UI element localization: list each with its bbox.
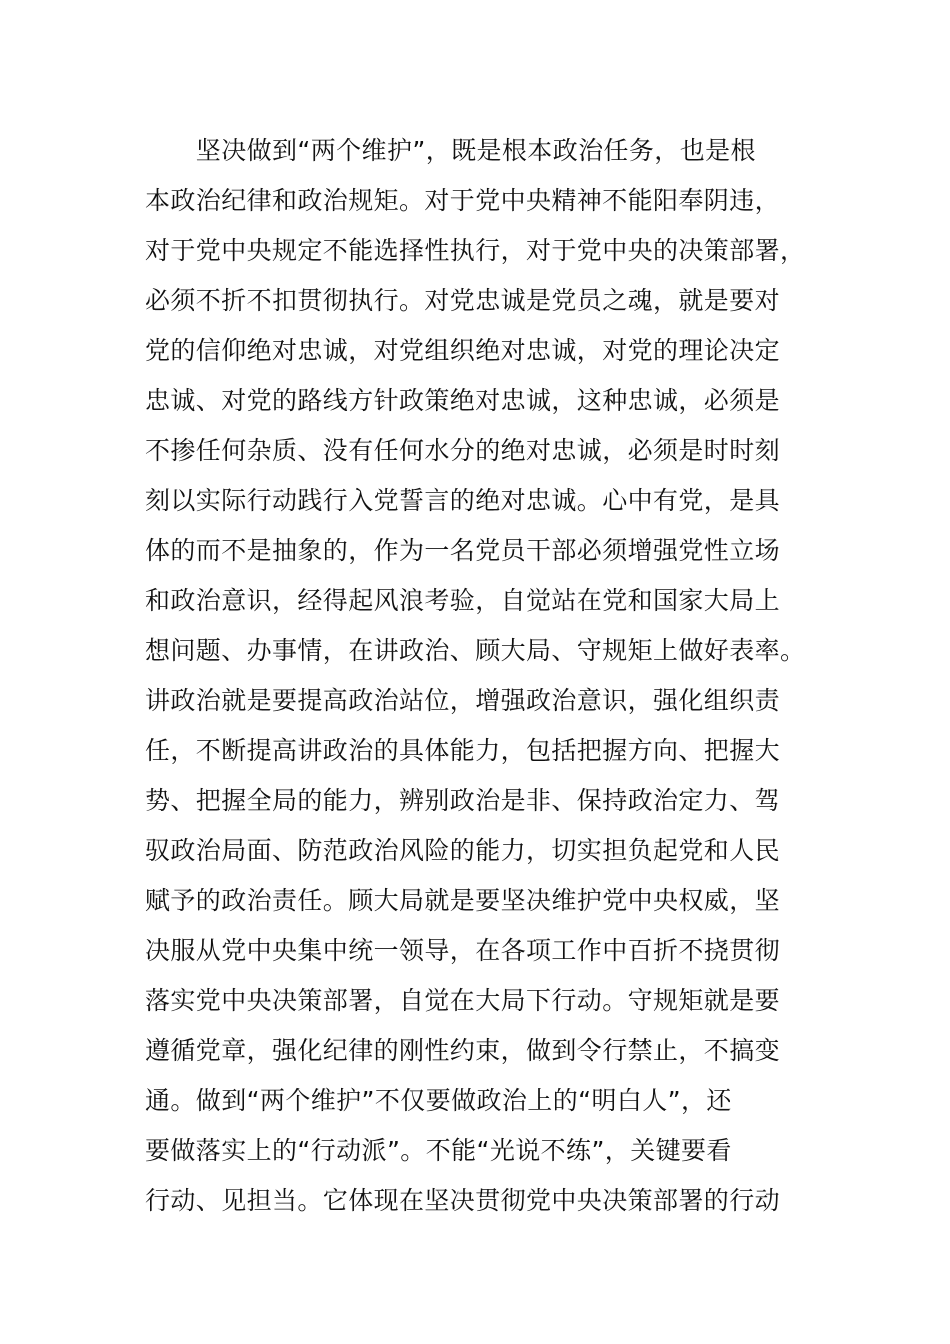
text-line: 遵循党章，强化纪律的刚性约束，做到令行禁止，不搞变 [145,1036,781,1065]
text-line: 忠诚、对党的路线方针政策绝对忠诚，这种忠诚，必须是 [145,386,781,415]
text-line: 体的而不是抽象的，作为一名党员干部必须增强党性立场 [145,536,781,565]
text-line: 任，不断提高讲政治的具体能力，包括把握方向、把握大 [145,736,781,765]
text-line: 驭政治局面、防范政治风险的能力，切实担负起党和人民 [145,836,781,865]
text-line: 行动、见担当。它体现在坚决贯彻党中央决策部署的行动 [145,1186,781,1215]
text-line: 赋予的政治责任。顾大局就是要坚决维护党中央权威，坚 [145,886,781,915]
text-line: 和政治意识，经得起风浪考验，自觉站在党和国家大局上 [145,586,781,615]
text-line: 党的信仰绝对忠诚，对党组织绝对忠诚，对党的理论决定 [145,336,781,365]
text-line: 必须不折不扣贯彻执行。对党忠诚是党员之魂，就是要对 [145,286,781,315]
text-line: 刻以实际行动践行入党誓言的绝对忠诚。心中有党，是具 [145,486,781,515]
text-line: 坚决做到“两个维护”，既是根本政治任务，也是根 [145,136,756,165]
text-line: 对于党中央规定不能选择性执行，对于党中央的决策部署， [145,236,806,265]
body-paragraph [145,126,805,1226]
text-line: 落实党中央决策部署，自觉在大局下行动。守规矩就是要 [145,986,781,1015]
text-line: 势、把握全局的能力，辨别政治是非、保持政治定力、驾 [145,786,781,815]
text-line: 想问题、办事情，在讲政治、顾大局、守规矩上做好表率。 [145,636,806,665]
text-line: 通。做到“两个维护”不仅要做政治上的“明白人”，还 [145,1086,732,1115]
text-line: 决服从党中央集中统一领导，在各项工作中百折不挠贯彻 [145,936,781,965]
text-line: 讲政治就是要提高政治站位，增强政治意识，强化组织责 [145,686,781,715]
text-line: 不掺任何杂质、没有任何水分的绝对忠诚，必须是时时刻 [145,436,781,465]
text-line: 本政治纪律和政治规矩。对于党中央精神不能阳奉阴违， [145,186,781,215]
text-line: 要做落实上的“行动派”。不能“光说不练”，关键要看 [145,1136,732,1165]
